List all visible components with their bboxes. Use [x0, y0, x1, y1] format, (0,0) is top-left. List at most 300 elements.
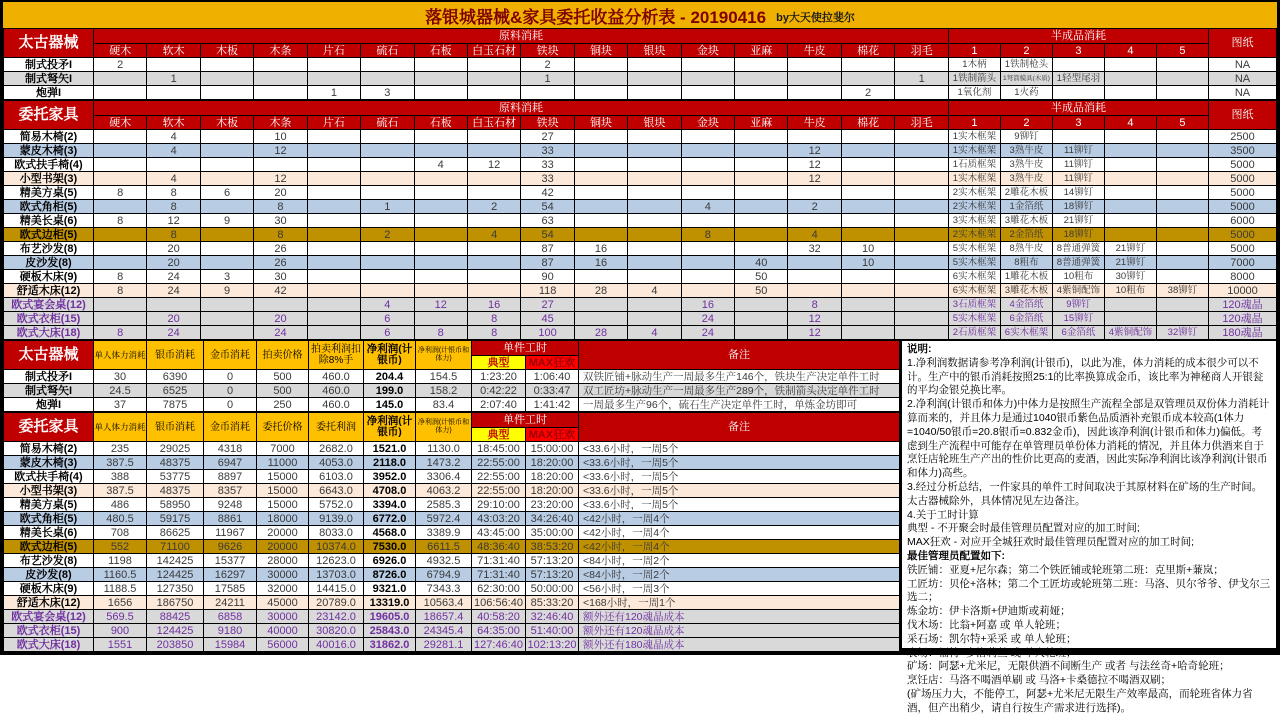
- value-cell: 9626: [204, 540, 257, 554]
- value-cell: 45000: [257, 596, 309, 610]
- semi-cell: 5实木框架: [948, 256, 1000, 270]
- material-cell: 33: [521, 158, 574, 172]
- material-col-header: 石板: [414, 44, 467, 58]
- table-row: [4, 398, 900, 412]
- material-cell: [628, 312, 681, 326]
- table-row: [4, 158, 1277, 172]
- value-cell: 142425: [147, 554, 204, 568]
- material-cell: [307, 270, 360, 284]
- semi-cell: [1156, 200, 1208, 214]
- semi-cell: [1156, 130, 1208, 144]
- value-cell: 29025: [147, 442, 204, 456]
- remark-cell: <33.6小时，一周5个: [579, 456, 900, 470]
- semi-cell: [1104, 144, 1156, 158]
- value-cell: 4063.2: [416, 484, 472, 498]
- value-cell: 20000: [257, 526, 309, 540]
- semi-cell: 21铆钉: [1052, 214, 1104, 228]
- material-cell: [307, 214, 360, 228]
- value-cell: 29281.1: [416, 638, 472, 652]
- semi-cell: 5实木框架: [948, 242, 1000, 256]
- material-cell: [574, 228, 627, 242]
- max-time-cell: 57:13:20: [526, 568, 579, 582]
- value-cell: 124425: [147, 568, 204, 582]
- material-cell: [94, 200, 147, 214]
- material-cell: [94, 72, 147, 86]
- material-cell: [414, 130, 467, 144]
- material-cell: [414, 144, 467, 158]
- value-cell: 1198: [94, 554, 147, 568]
- furniture-economy-table: [3, 412, 900, 652]
- value-cell: 15000: [257, 484, 309, 498]
- row-label: 欧式衣柜(15): [4, 624, 94, 638]
- material-cell: [200, 172, 253, 186]
- value-cell: 83.4: [416, 398, 472, 412]
- material-cell: [735, 86, 788, 100]
- material-col-header: 片石: [307, 116, 360, 130]
- material-cell: [361, 214, 414, 228]
- material-cell: [414, 86, 467, 100]
- note-line: 伐木场：比翁+阿嘉 或 单人轮班；: [907, 618, 1066, 631]
- max-time-cell: 32:46:40: [526, 610, 579, 624]
- value-cell: 0: [204, 370, 257, 384]
- material-cell: 30: [254, 270, 307, 284]
- material-cell: [735, 326, 788, 340]
- value-cell: 40016.0: [309, 638, 364, 652]
- semi-cell: 1铁制枪头: [1000, 58, 1052, 72]
- material-cell: 24: [254, 326, 307, 340]
- note-line: 矿场：阿瑟+尤米尼，无限供酒不间断生产 或者 与法丝奇+哈奇轮班；: [907, 660, 1230, 673]
- typical-time-cell: 18:45:00: [472, 442, 526, 456]
- material-cell: [841, 186, 894, 200]
- material-cell: 12: [414, 298, 467, 312]
- material-cell: [841, 130, 894, 144]
- material-cell: [414, 200, 467, 214]
- semi-cell: 6实木框架: [948, 284, 1000, 298]
- material-cell: [895, 186, 949, 200]
- blueprint-header: 图纸: [1209, 29, 1277, 58]
- semi-products-header: 半成品消耗: [948, 101, 1208, 116]
- raw-materials-header: 原料消耗: [94, 101, 949, 116]
- material-cell: 20: [147, 256, 200, 270]
- notes-panel: [900, 340, 1277, 714]
- material-cell: 4: [788, 228, 841, 242]
- semi-cell: 1雕花木板: [1000, 270, 1052, 284]
- typical-time-cell: 29:10:00: [472, 498, 526, 512]
- section-label: 太古器械: [4, 341, 94, 370]
- material-cell: 32: [788, 242, 841, 256]
- section-label: 太古器械: [4, 29, 94, 58]
- material-cell: 4: [147, 172, 200, 186]
- material-cell: [735, 298, 788, 312]
- semi-cell: 8粗布: [1000, 256, 1052, 270]
- value-cell: 5972.4: [416, 512, 472, 526]
- gold-cost-header: 金币消耗: [204, 413, 257, 442]
- material-cell: [628, 186, 681, 200]
- material-cell: 27: [521, 298, 574, 312]
- semi-cell: 11铆钉: [1052, 144, 1104, 158]
- material-cell: 9: [200, 214, 253, 228]
- semi-cell: 1轻型尾羽: [1052, 72, 1104, 86]
- semi-cell: [1156, 144, 1208, 158]
- value-cell: 127350: [147, 582, 204, 596]
- material-cell: 4: [628, 284, 681, 298]
- blueprint-header: 图纸: [1209, 101, 1277, 130]
- semi-cell: [1156, 158, 1208, 172]
- typical-time-cell: 43:45:00: [472, 526, 526, 540]
- material-cell: [628, 158, 681, 172]
- table-row: [4, 200, 1277, 214]
- semi-cell: [1156, 312, 1208, 326]
- value-cell: 6390: [147, 370, 204, 384]
- max-time-cell: 34:26:40: [526, 512, 579, 526]
- material-col-header: 硫石: [361, 116, 414, 130]
- remark-cell: 额外还有180魂晶成本: [579, 638, 900, 652]
- semi-cell: 2石质框架: [948, 326, 1000, 340]
- material-cell: [681, 256, 734, 270]
- remark-cell: <42小时，一周4个: [579, 540, 900, 554]
- max-time-cell: 18:20:00: [526, 484, 579, 498]
- material-cell: 12: [788, 144, 841, 158]
- semi-cell: 9铆钉: [1052, 298, 1104, 312]
- material-col-header: 亚麻: [735, 44, 788, 58]
- material-cell: [628, 200, 681, 214]
- material-cell: 28: [574, 326, 627, 340]
- row-label: 精美方桌(5): [4, 498, 94, 512]
- max-time-cell: 35:00:00: [526, 526, 579, 540]
- row-label: 蒙皮木椅(3): [4, 144, 94, 158]
- value-cell: 250: [257, 398, 309, 412]
- material-cell: 6: [361, 312, 414, 326]
- value-cell: 15984: [204, 638, 257, 652]
- material-col-header: 软木: [147, 116, 200, 130]
- material-cell: [895, 58, 949, 72]
- material-cell: [361, 270, 414, 284]
- value-cell: 8861: [204, 512, 257, 526]
- row-label: 欧式宴会桌(12): [4, 610, 94, 624]
- table-row: [4, 270, 1277, 284]
- table-row: [4, 540, 900, 554]
- row-label: 欧式扶手椅(4): [4, 470, 94, 484]
- typical-time-cell: 71:31:40: [472, 554, 526, 568]
- row-label: 制式投矛I: [4, 370, 94, 384]
- value-cell: 30820.0: [309, 624, 364, 638]
- material-col-header: 硬木: [94, 44, 147, 58]
- semi-cell: 1铁制箭头: [948, 72, 1000, 86]
- material-cell: [735, 214, 788, 228]
- material-cell: [735, 228, 788, 242]
- value-cell: 235: [94, 442, 147, 456]
- row-label: 硬板木床(9): [4, 582, 94, 596]
- material-col-header: 银块: [628, 44, 681, 58]
- blueprint-cell: 5000: [1209, 186, 1277, 200]
- value-cell: 2682.0: [309, 442, 364, 456]
- material-cell: 4: [147, 130, 200, 144]
- material-cell: 24: [147, 270, 200, 284]
- value-cell: 58950: [147, 498, 204, 512]
- material-cell: [628, 58, 681, 72]
- material-col-header: 铜块: [574, 116, 627, 130]
- profit-header: 拍卖利润扣除8%手: [309, 341, 364, 370]
- material-col-header: 片石: [307, 44, 360, 58]
- material-cell: 8: [681, 228, 734, 242]
- semi-cell: [1052, 58, 1104, 72]
- material-cell: 2: [467, 200, 520, 214]
- material-col-header: 金块: [681, 44, 734, 58]
- row-label: 欧式角柜(5): [4, 512, 94, 526]
- material-cell: [414, 242, 467, 256]
- value-cell: 30000: [257, 568, 309, 582]
- material-cell: 4: [147, 144, 200, 158]
- material-cell: [307, 256, 360, 270]
- note-line: 1.净利润数据请参考净利润(计银币)，以此为准，体力消耗的成本很少可以不计。生产中的银币消耗按照25:1的比率换算成金币，该比率为神秘商人开银瓮的平均金银兑换比率。: [907, 356, 1264, 397]
- table-row: [4, 512, 900, 526]
- value-cell: 1160.5: [94, 568, 147, 582]
- material-col-header: 白玉石材: [467, 116, 520, 130]
- table-row: [4, 456, 900, 470]
- row-label: 舒适木床(12): [4, 596, 94, 610]
- silver-cost-header: 银币消耗: [147, 413, 204, 442]
- semi-cell: 21铆钉: [1104, 242, 1156, 256]
- page-title: 落银城器械&家具委托收益分析表 - 20190416: [425, 7, 767, 27]
- value-cell: 7343.3: [416, 582, 472, 596]
- semi-cell: 4金箔纸: [1000, 298, 1052, 312]
- table-row: [4, 242, 1277, 256]
- material-cell: 6: [200, 186, 253, 200]
- material-cell: 2: [841, 86, 894, 100]
- notes-heading: 说明:: [907, 343, 932, 355]
- value-cell: 18657.4: [416, 610, 472, 624]
- max-time-cell: 1:41:42: [526, 398, 579, 412]
- material-cell: [307, 284, 360, 298]
- semi-cell: [1052, 130, 1104, 144]
- semi-cell: 6实木框架: [948, 270, 1000, 284]
- material-cell: 10: [254, 130, 307, 144]
- material-cell: [841, 326, 894, 340]
- note-line: 3.经过分析总结，一件家具的单件工时间取决于其原材料在矿场的生产时间。太古器械除外，具体情况见左边备注。: [907, 480, 1263, 507]
- material-cell: 50: [735, 270, 788, 284]
- material-cell: 16: [681, 298, 734, 312]
- semi-cell: [1156, 186, 1208, 200]
- blueprint-cell: 7000: [1209, 256, 1277, 270]
- value-cell: 56000: [257, 638, 309, 652]
- typical-time-cell: 22:55:00: [472, 456, 526, 470]
- silver-cost-header: 银币消耗: [147, 341, 204, 370]
- material-cell: 8: [147, 186, 200, 200]
- value-cell: 1551: [94, 638, 147, 652]
- semi-cell: 30铆钉: [1104, 270, 1156, 284]
- material-cell: 8: [94, 284, 147, 298]
- material-cell: 45: [521, 312, 574, 326]
- value-cell: 145.0: [364, 398, 416, 412]
- material-cell: [574, 186, 627, 200]
- max-time-cell: 18:20:00: [526, 456, 579, 470]
- value-cell: 9248: [204, 498, 257, 512]
- blueprint-cell: 120魂晶: [1209, 298, 1277, 312]
- value-cell: 15377: [204, 554, 257, 568]
- material-cell: [628, 172, 681, 186]
- material-cell: 4: [361, 298, 414, 312]
- material-cell: [307, 326, 360, 340]
- typical-time-cell: 43:03:20: [472, 512, 526, 526]
- blueprint-cell: 2500: [1209, 130, 1277, 144]
- semi-cell: 2实木框架: [948, 186, 1000, 200]
- blueprint-cell: 5000: [1209, 158, 1277, 172]
- value-cell: 6103.0: [309, 470, 364, 484]
- material-cell: [841, 144, 894, 158]
- semi-cell: 2雕花木板: [1000, 186, 1052, 200]
- economy-tables: [3, 340, 900, 652]
- material-cell: 1: [361, 200, 414, 214]
- max-time-cell: 50:00:00: [526, 582, 579, 596]
- material-col-header: 牛皮: [788, 44, 841, 58]
- value-cell: 1656: [94, 596, 147, 610]
- value-cell: 8897: [204, 470, 257, 484]
- material-cell: [147, 298, 200, 312]
- price-header: 拍卖价格: [257, 341, 309, 370]
- semi-cell: 2金箔纸: [1000, 228, 1052, 242]
- material-cell: [361, 130, 414, 144]
- material-cell: [467, 172, 520, 186]
- material-cell: [735, 130, 788, 144]
- remark-cell: <33.6小时，一周5个: [579, 484, 900, 498]
- semi-cell: 3雕花木板: [1000, 214, 1052, 228]
- material-cell: 24: [147, 326, 200, 340]
- worktime-header: 单件工时: [472, 413, 579, 428]
- row-label: 皮沙发(8): [4, 256, 94, 270]
- gold-cost-header: 金币消耗: [204, 341, 257, 370]
- material-col-header: 棉花: [841, 44, 894, 58]
- material-cell: [735, 186, 788, 200]
- value-cell: 19605.0: [364, 610, 416, 624]
- semi-col-header: 2: [1000, 44, 1052, 58]
- semi-cell: [1156, 228, 1208, 242]
- material-cell: 42: [254, 284, 307, 298]
- material-cell: [200, 242, 253, 256]
- material-cell: [200, 72, 253, 86]
- table-row: [4, 582, 900, 596]
- value-cell: 552: [94, 540, 147, 554]
- material-cell: 27: [521, 130, 574, 144]
- table-row: [4, 256, 1277, 270]
- row-label: 欧式扶手椅(4): [4, 158, 94, 172]
- blueprint-cell: 5000: [1209, 228, 1277, 242]
- material-cell: [628, 144, 681, 158]
- value-cell: 900: [94, 624, 147, 638]
- table-row: [4, 470, 900, 484]
- material-col-header: 棉花: [841, 116, 894, 130]
- material-cell: 30: [254, 214, 307, 228]
- value-cell: 6858: [204, 610, 257, 624]
- semi-col-header: 4: [1104, 116, 1156, 130]
- value-cell: 5752.0: [309, 498, 364, 512]
- table-row: [4, 144, 1277, 158]
- material-col-header: 牛皮: [788, 116, 841, 130]
- semi-cell: 6实木框架: [1000, 326, 1052, 340]
- material-col-header: 木条: [254, 116, 307, 130]
- material-cell: [681, 144, 734, 158]
- material-cell: [574, 72, 627, 86]
- value-cell: 9139.0: [309, 512, 364, 526]
- semi-cell: [1104, 200, 1156, 214]
- remark-cell: <84小时，一周2个: [579, 568, 900, 582]
- blueprint-cell: 8000: [1209, 270, 1277, 284]
- semi-cell: 10粗布: [1104, 284, 1156, 298]
- material-cell: [574, 172, 627, 186]
- value-cell: 3306.4: [416, 470, 472, 484]
- material-cell: [895, 270, 949, 284]
- value-cell: 3952.0: [364, 470, 416, 484]
- material-col-header: 硫石: [361, 44, 414, 58]
- material-cell: [467, 270, 520, 284]
- semi-cell: 4紫铜配饰: [1104, 326, 1156, 340]
- table-row: [4, 326, 1277, 340]
- material-cell: [681, 284, 734, 298]
- material-cell: [841, 284, 894, 298]
- value-cell: 10563.4: [416, 596, 472, 610]
- row-label: 欧式角柜(5): [4, 200, 94, 214]
- table-row: [4, 72, 1277, 86]
- material-cell: [735, 158, 788, 172]
- value-cell: 6525: [147, 384, 204, 398]
- table-row: [4, 442, 900, 456]
- semi-cell: 1石质框架: [948, 158, 1000, 172]
- material-cell: 87: [521, 256, 574, 270]
- typical-time-cell: 106:56:40: [472, 596, 526, 610]
- material-cell: [254, 72, 307, 86]
- value-cell: 16297: [204, 568, 257, 582]
- material-cell: 1: [895, 72, 949, 86]
- material-cell: [895, 86, 949, 100]
- semi-cell: [1156, 242, 1208, 256]
- semi-col-header: 3: [1052, 44, 1104, 58]
- material-cell: [681, 172, 734, 186]
- typical-time-cell: 64:35:00: [472, 624, 526, 638]
- material-cell: [361, 242, 414, 256]
- raw-materials-header: 原料消耗: [94, 29, 949, 44]
- material-cell: 40: [735, 256, 788, 270]
- value-cell: 13319.0: [364, 596, 416, 610]
- value-cell: 204.4: [364, 370, 416, 384]
- material-cell: [735, 144, 788, 158]
- value-cell: 4318: [204, 442, 257, 456]
- semi-cell: [1156, 86, 1208, 100]
- value-cell: 8726.0: [364, 568, 416, 582]
- value-cell: 387.5: [94, 456, 147, 470]
- material-cell: 12: [467, 158, 520, 172]
- max-time-cell: 38:53:20: [526, 540, 579, 554]
- material-cell: [361, 172, 414, 186]
- blueprint-cell: NA: [1209, 86, 1277, 100]
- table-row: [4, 86, 1277, 100]
- material-cell: [361, 186, 414, 200]
- value-cell: 1130.0: [416, 442, 472, 456]
- material-cell: 54: [521, 228, 574, 242]
- typical-time-cell: 62:30:00: [472, 582, 526, 596]
- value-cell: 37: [94, 398, 147, 412]
- material-col-header: 亚麻: [735, 116, 788, 130]
- material-cell: [788, 86, 841, 100]
- material-cell: 12: [254, 144, 307, 158]
- value-cell: 460.0: [309, 384, 364, 398]
- material-cell: [361, 72, 414, 86]
- material-cell: 2: [94, 58, 147, 72]
- material-cell: [467, 130, 520, 144]
- section-label: 委托家具: [4, 413, 94, 442]
- material-cell: 8: [94, 270, 147, 284]
- material-cell: [467, 144, 520, 158]
- material-cell: [681, 186, 734, 200]
- material-cell: 10: [841, 242, 894, 256]
